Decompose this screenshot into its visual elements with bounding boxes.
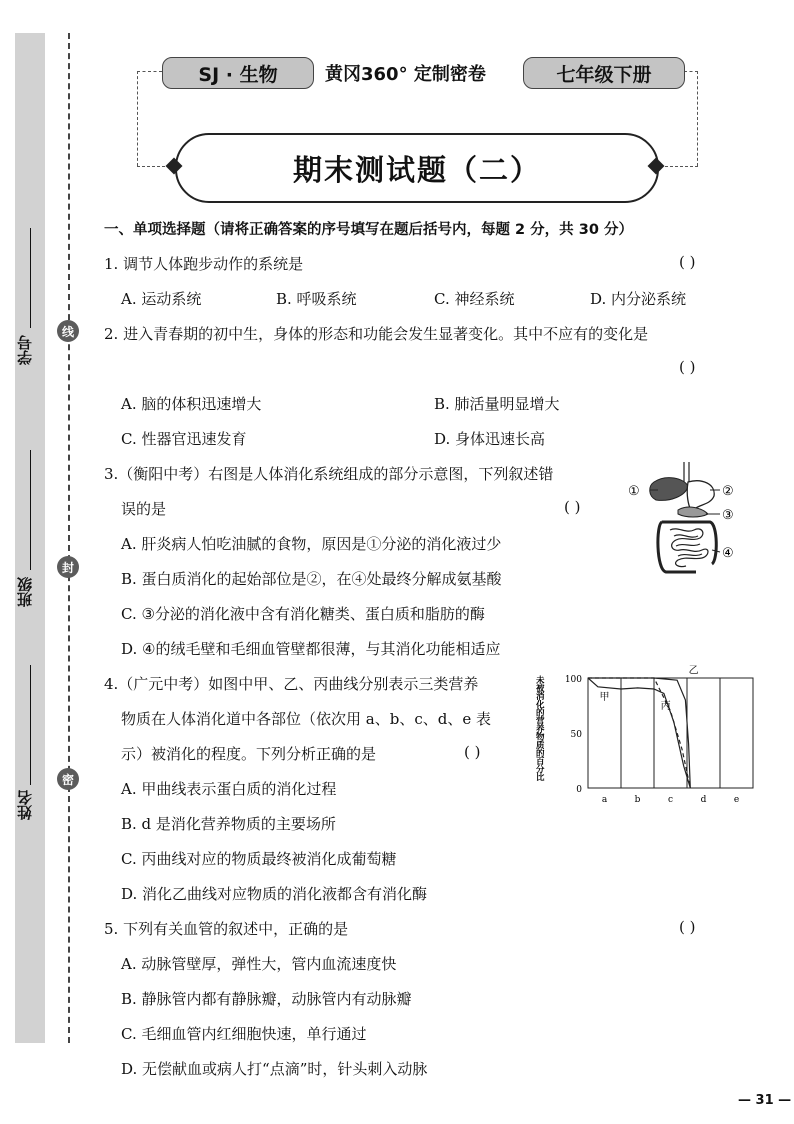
- header-connector-right-top: [684, 71, 698, 72]
- y-tick-label-100: 100: [564, 675, 582, 685]
- figure-label-1: ①: [628, 484, 640, 499]
- digestive-system-figure: [626, 460, 756, 585]
- y-axis-label-char: 被: [536, 684, 545, 695]
- y-tick-label-50: 50: [570, 730, 582, 740]
- q4-stem-line2: 物质在人体消化道中各部位（依次用 a、b、c、d、e 表: [121, 710, 491, 728]
- student-id-label: 学号: [16, 335, 34, 365]
- q1-option-b: B. 呼吸系统: [276, 290, 357, 308]
- q5-option-d: D. 无偿献血或病人打“点滴”时，针头刺入动脉: [121, 1060, 428, 1078]
- large-intestine-shape: [658, 522, 716, 572]
- x-tick-label-d: d: [700, 795, 707, 805]
- figure-label-4: ④: [722, 546, 734, 561]
- q3-option-c: C. ③分泌的消化液中含有消化糖类、蛋白质和脂肪的酶: [121, 605, 485, 623]
- q1-answer-blank[interactable]: ( ): [679, 253, 696, 271]
- q2-stem: 2. 进入青春期的初中生，身体的形态和功能会发生显著变化。其中不应有的变化是: [104, 325, 649, 343]
- y-axis-label-char: 的: [536, 708, 545, 719]
- q5-stem: 5. 下列有关血管的叙述中，正确的是: [104, 920, 349, 938]
- q4-option-c: C. 丙曲线对应的物质最终被消化成葡萄糖: [121, 850, 397, 868]
- q2-answer-blank[interactable]: ( ): [679, 358, 696, 376]
- q3-option-d: D. ④的绒毛壁和毛细血管壁都很薄，与其消化功能相适应: [121, 640, 501, 658]
- q2-option-b: B. 肺活量明显增大: [434, 395, 560, 413]
- series-name: 黄冈360° 定制密卷: [325, 64, 486, 85]
- name-blank: [30, 665, 31, 785]
- page-title: 期末测试题（二）: [175, 133, 659, 203]
- q5-option-c: C. 毛细血管内红细胞快速，单行通过: [121, 1025, 367, 1043]
- class-label: 班级: [16, 577, 34, 607]
- y-axis-label-char: 未: [536, 676, 545, 686]
- q2-option-d: D. 身体迅速长高: [434, 430, 546, 448]
- q4-stem-line1: 4.（广元中考）如图中甲、乙、丙曲线分别表示三类营养: [104, 675, 479, 693]
- header-connector-right-bottom: [660, 166, 698, 167]
- chart-frame: [588, 678, 753, 788]
- q3-option-b: B. 蛋白质消化的起始部位是②，在④处最终分解成氨基酸: [121, 570, 502, 588]
- name-label: 姓名: [16, 790, 34, 820]
- x-tick-label-c: c: [667, 795, 674, 805]
- header-connector-left-v: [137, 71, 138, 166]
- header-connector-right-v: [697, 71, 698, 166]
- y-axis-label-char: 养: [536, 724, 545, 735]
- q5-option-b: B. 静脉管内都有静脉瓣，动脉管内有动脉瓣: [121, 990, 412, 1008]
- series-label-丙: 丙: [660, 700, 671, 712]
- digestion-curve-chart: [524, 665, 754, 810]
- esophagus-shape: [684, 462, 689, 482]
- y-axis-label-char: 营: [536, 716, 545, 727]
- y-axis-label-char: 质: [536, 740, 545, 751]
- q3-stem-line2: 误的是: [121, 500, 167, 518]
- y-axis-label-char: 化: [536, 700, 545, 711]
- y-axis-label-char: 的: [536, 748, 545, 759]
- x-tick-label-b: b: [634, 795, 641, 805]
- class-blank: [30, 450, 31, 570]
- y-axis-label-char: 分: [536, 765, 545, 776]
- x-tick-label-e: e: [733, 795, 740, 805]
- student-id-blank: [30, 228, 31, 328]
- q4-option-d: D. 消化乙曲线对应物质的消化液都含有消化酶: [121, 885, 428, 903]
- page-number: — 31 —: [738, 1093, 792, 1108]
- q2-option-c: C. 性器官迅速发育: [121, 430, 247, 448]
- seal-mark-line: 线: [57, 320, 79, 342]
- q4-stem-line3: 示）被消化的程度。下列分析正确的是: [121, 745, 377, 763]
- q1-stem: 1. 调节人体跑步动作的系统是: [104, 255, 304, 273]
- q5-answer-blank[interactable]: ( ): [679, 918, 696, 936]
- y-tick-label-0: 0: [576, 785, 582, 795]
- subject-badge: SJ · 生物: [162, 57, 314, 89]
- q2-option-a: A. 脑的体积迅速增大: [121, 395, 262, 413]
- q1-option-c: C. 神经系统: [434, 290, 515, 308]
- seal-mark-secret: 密: [57, 768, 79, 790]
- q4-option-a: A. 甲曲线表示蛋白质的消化过程: [121, 780, 337, 798]
- y-axis-label-char: 比: [536, 773, 545, 784]
- q3-stem-line1: 3.（衡阳中考）右图是人体消化系统组成的部分示意图，下列叙述错: [104, 465, 554, 483]
- figure-label-3: ③: [722, 508, 734, 523]
- liver-shape: [650, 478, 688, 501]
- header-connector-left-top: [137, 71, 162, 72]
- q3-answer-blank[interactable]: ( ): [564, 498, 581, 516]
- pancreas-shape: [678, 507, 708, 517]
- x-tick-label-a: a: [601, 795, 608, 805]
- section-heading: 一、单项选择题（请将正确答案的序号填写在题后括号内，每题 2 分，共 30 分）: [104, 222, 633, 238]
- figure-label-2: ②: [722, 484, 734, 499]
- binding-dashed-line: [68, 33, 70, 1043]
- q1-option-a: A. 运动系统: [121, 290, 202, 308]
- y-axis-label-char: 消: [536, 692, 545, 703]
- q3-option-a: A. 肝炎病人怕吃油腻的食物，原因是①分泌的消化液过少: [121, 535, 502, 553]
- q4-answer-blank[interactable]: ( ): [464, 743, 481, 761]
- q4-option-b: B. d 是消化营养物质的主要场所: [121, 815, 336, 833]
- series-label-乙: 乙: [688, 665, 699, 677]
- grade-badge: 七年级下册: [523, 57, 685, 89]
- seal-mark-seal: 封: [57, 556, 79, 578]
- small-intestine-shape: [670, 529, 708, 567]
- q1-option-d: D. 内分泌系统: [590, 290, 687, 308]
- q5-option-a: A. 动脉管壁厚，弹性大，管内血流速度快: [121, 955, 397, 973]
- series-label-甲: 甲: [599, 692, 610, 703]
- y-axis-label-char: 百: [536, 757, 545, 767]
- y-axis-label-char: 物: [536, 732, 545, 743]
